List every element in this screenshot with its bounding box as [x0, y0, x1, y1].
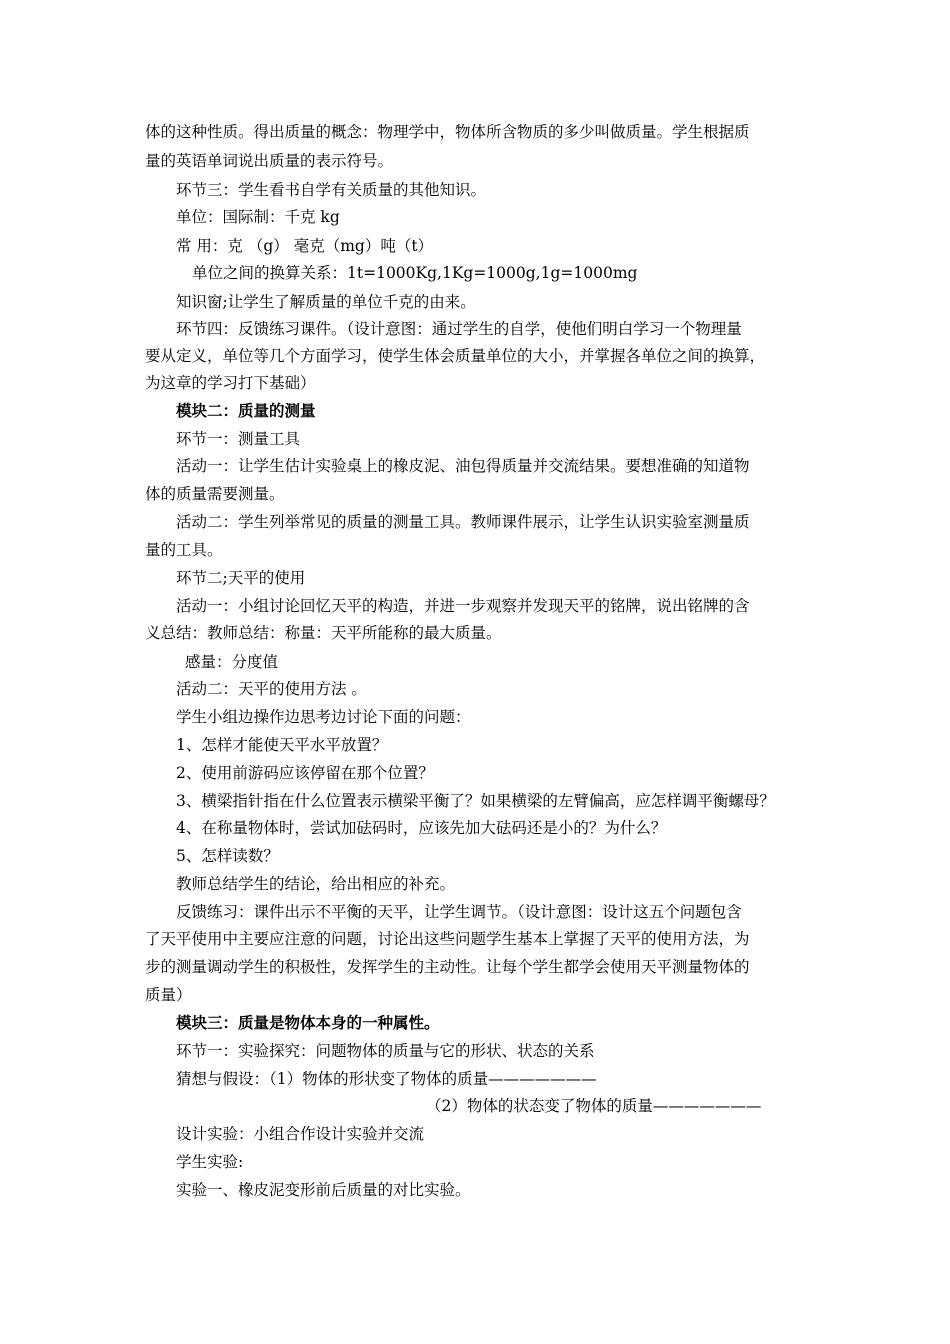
section-heading: 模块三：质量是物体本身的一种属性。 [176, 1013, 440, 1032]
list-item: 1、怎样才能使天平水平放置？ [176, 736, 388, 754]
text-line: 教师总结学生的结论，给出相应的补充。 [176, 875, 456, 893]
text-line: 活动一：小组讨论回忆天平的构造，并进一步观察并发现天平的铭牌，说出铭牌的含 [176, 597, 750, 615]
text-line: 量的工具。 [145, 541, 223, 559]
text-line: 学生实验: [176, 1153, 244, 1171]
text-line: 设计实验：小组合作设计实验并交流 [176, 1125, 425, 1143]
text-line: 实验一、橡皮泥变形前后质量的对比实验。 [176, 1181, 471, 1199]
text-line: 活动一：让学生估计实验桌上的橡皮泥、油包得质量并交流结果。要想准确的知道物 [176, 457, 750, 475]
text-line: 环节二;天平的使用 [176, 569, 306, 587]
text-line: （2）物体的状态变了物体的质量——————— [426, 1097, 762, 1115]
text-line: 体的质量需要测量。 [145, 485, 285, 503]
list-item: 4、在称量物体时，尝试加砝码时，应该先加大砝码还是小的？为什么？ [176, 819, 667, 837]
text-line: 环节四：反馈练习课件。（设计意图：通过学生的自学，使他们明白学习一个物理量 [176, 320, 742, 338]
text-line: 质量） [145, 986, 192, 1004]
text-line: 步的测量调动学生的积极性，发挥学生的主动性。让每个学生都学会使用天平测量物体的 [145, 958, 750, 976]
text-line: 知识窗;让学生了解质量的单位千克的由来。 [176, 293, 476, 311]
text-line: 猜想与假设：（1）物体的形状变了物体的质量——————— [176, 1070, 597, 1088]
text-line: 义总结：教师总结：称量：天平所能称的最大质量。 [145, 624, 502, 642]
section-heading: 模块二：质量的测量 [176, 401, 316, 420]
text-line: 了天平使用中主要应注意的问题，讨论出这些问题学生基本上掌握了天平的使用方法，为 [145, 930, 750, 948]
text-line: 学生小组边操作边思考边讨论下面的问题： [176, 708, 471, 726]
text-line: 反馈练习：课件出示不平衡的天平，让学生调节。（设计意图：设计这五个问题包含 [176, 903, 742, 921]
text-line: 活动二：天平的使用方法 。 [176, 680, 367, 698]
text-line: 单位之间的换算关系：1t=1000Kg,1Kg=1000g,1g=1000mg [192, 264, 638, 282]
text-line: 体的这种性质。得出质量的概念：物理学中，物体所含物质的多少叫做质量。学生根据质 [145, 123, 750, 141]
text-line: 环节三：学生看书自学有关质量的其他知识。 [176, 181, 487, 199]
text-line: 常 用：克 （g） 毫克（mg）吨（t） [176, 237, 434, 255]
text-line: 要从定义，单位等几个方面学习，使学生体会质量单位的大小，并掌握各单位之间的换算， [145, 347, 766, 365]
text-line: 活动二：学生列举常见的质量的测量工具。教师课件展示，让学生认识实验室测量质 [176, 513, 750, 531]
text-line: 环节一：实验探究：问题物体的质量与它的形状、状态的关系 [176, 1042, 595, 1060]
text-line: 为这章的学习打下基础） [145, 374, 316, 392]
list-item: 2、使用前游码应该停留在那个位置？ [176, 764, 434, 782]
list-item: 5、怎样读数？ [176, 847, 279, 865]
text-line: 单位：国际制：千克 kg [176, 208, 340, 226]
text-line: 量的英语单词说出质量的表示符号。 [145, 152, 394, 170]
text-line: 环节一：测量工具 [176, 430, 301, 448]
text-line: 感量：分度值 [185, 653, 279, 671]
list-item: 3、横梁指针指在什么位置表示横梁平衡了？如果横梁的左臂偏高，应怎样调平衡螺母？ [176, 792, 775, 810]
